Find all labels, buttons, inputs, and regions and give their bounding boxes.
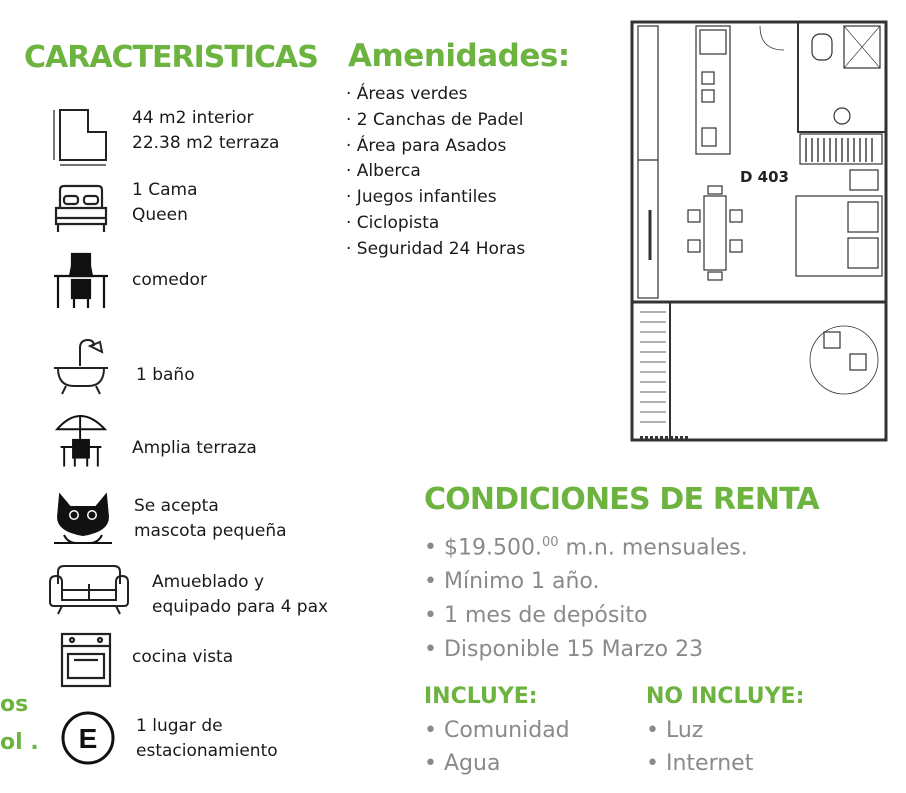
feature-parking	[136, 714, 278, 764]
cut-text-line1: os	[0, 692, 29, 717]
price-main: $19.500.	[443, 535, 542, 561]
feature-line: comedor	[132, 270, 207, 290]
list-item: · Seguridad 24 Horas	[346, 238, 526, 259]
parking-e-letter: E	[78, 723, 98, 754]
feature-line: mascota pequeña	[134, 521, 287, 541]
amenities-list	[346, 82, 525, 263]
feature-line: Se acepta	[134, 496, 219, 516]
not-includes-title: NO INCLUYE:	[646, 684, 805, 709]
bathtub-icon	[50, 336, 112, 398]
list-item: · 2 Canchas de Padel	[346, 109, 524, 130]
includes-title: INCLUYE:	[424, 684, 538, 709]
rental-conditions-title: CONDICIONES DE RENTA	[424, 482, 819, 517]
list-item: · Áreas verdes	[346, 84, 468, 104]
dining-table-icon	[50, 250, 112, 312]
feature-kitchen	[132, 645, 233, 670]
floor-plan-label: D 403	[740, 168, 789, 186]
amenities-title: Amenidades:	[348, 38, 570, 74]
feature-line: estacionamiento	[136, 741, 278, 761]
price-suffix: m.n. mensuales.	[558, 535, 748, 561]
feature-line: Amueblado y	[152, 572, 265, 592]
floor-plan	[630, 20, 888, 448]
list-item: • Luz	[646, 714, 753, 747]
list-item: · Alberca	[346, 161, 421, 182]
bed-icon	[50, 178, 112, 240]
list-item	[424, 526, 748, 565]
feature-line: 22.38 m2 terraza	[132, 133, 280, 153]
parking-e-icon	[60, 710, 116, 766]
feature-line: 1 Cama	[132, 180, 198, 200]
feature-terrace	[132, 436, 257, 461]
list-item: • Comunidad	[424, 714, 570, 747]
list-item: · Área para Asados	[346, 135, 507, 156]
umbrella-table-icon	[50, 408, 112, 470]
list-item: • Mínimo 1 año.	[424, 565, 748, 599]
list-item: • Internet	[646, 747, 753, 780]
list-item: · Juegos infantiles	[346, 187, 497, 208]
feature-line: 1 baño	[136, 365, 195, 385]
feature-furnished	[152, 570, 328, 620]
list-item: • Disponible 15 Marzo 23	[424, 633, 748, 667]
oven-icon	[58, 632, 114, 688]
not-includes-list	[646, 714, 753, 780]
dog-icon	[52, 488, 114, 550]
feature-dining	[132, 268, 207, 293]
sofa-icon	[46, 558, 132, 620]
cut-text-line2: ol .	[0, 730, 39, 755]
characteristics-title: CARACTERISTICAS	[24, 40, 318, 75]
feature-line: 44 m2 interior	[132, 108, 254, 128]
list-item: · Ciclopista	[346, 212, 440, 233]
feature-line: cocina vista	[132, 647, 234, 667]
feature-line: 1 lugar de	[136, 716, 223, 736]
feature-line: Amplia terraza	[132, 438, 257, 458]
floor-area-icon	[50, 106, 112, 168]
feature-line: Queen	[132, 205, 188, 225]
includes-list	[424, 714, 570, 780]
list-item: • Agua	[424, 747, 570, 780]
list-item: • 1 mes de depósito	[424, 599, 748, 633]
rental-conditions-list	[424, 526, 748, 667]
feature-line: equipado para 4 pax	[152, 597, 329, 617]
feature-bed	[132, 178, 198, 228]
price-cents: 00	[541, 535, 559, 550]
feature-pets	[134, 494, 287, 544]
feature-bath	[136, 363, 195, 388]
feature-floor-area	[132, 106, 279, 156]
